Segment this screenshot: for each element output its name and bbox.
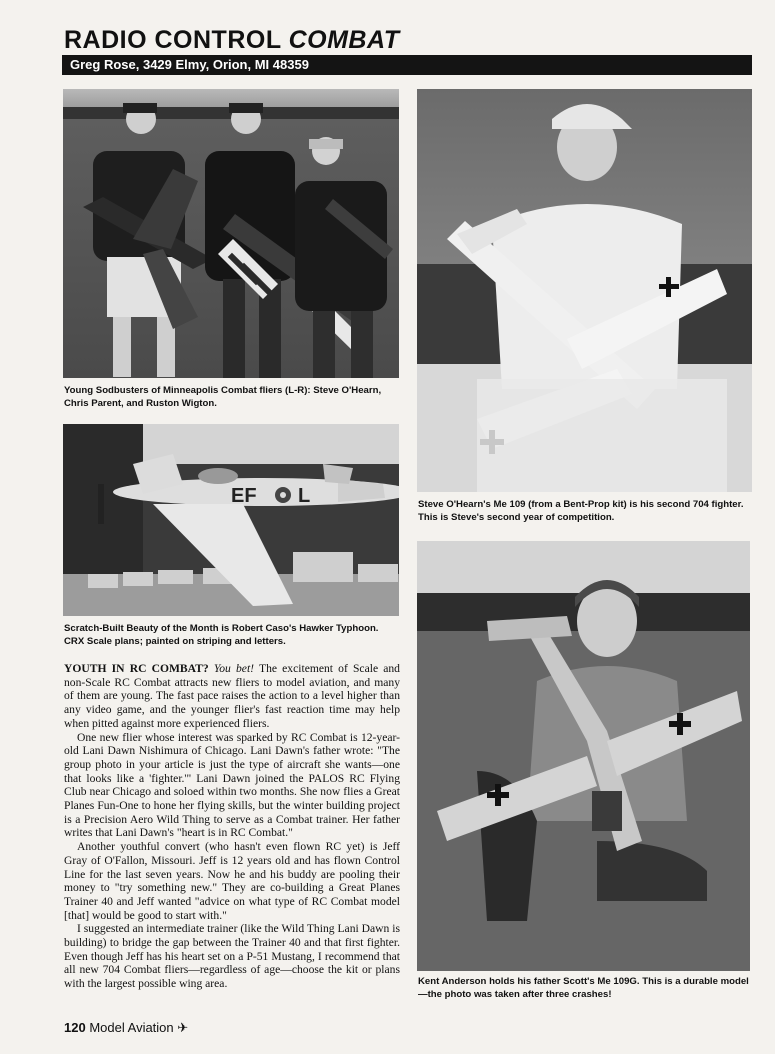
- svg-text:L: L: [298, 485, 311, 507]
- title-main: RADIO CONTROL: [64, 26, 282, 54]
- photo-kent-anderson: [417, 541, 750, 971]
- article-paragraph: Another youthful convert (who hasn't even flown RC yet) is Jeff Gray of O'Fallon, Missouri. Jeff is 12 years old and has flown Control Line for the last seven years. Now he and his buddy are pooling their money to "try something new." They are co-building a Great Planes Trainer 40 and Jeff wanted "advice on what type of RC Combat model [that] would be good to start with.": [64, 840, 400, 922]
- photo-caption: Scratch-Built Beauty of the Month is Robert Caso's Hawker Typhoon. CRX Scale plans; painted on striping and letters.: [64, 623, 379, 647]
- byline-bar: [62, 55, 752, 75]
- photo-kent-anderson-image: [417, 541, 750, 971]
- photo-group-fliers-image: [63, 89, 399, 378]
- page-footer: [64, 1020, 188, 1036]
- photo-hawker-typhoon-image: [63, 424, 399, 616]
- magazine-name: Model Aviation: [89, 1020, 174, 1035]
- lead-emphasis: You bet!: [213, 662, 255, 675]
- photo-caption: Steve O'Hearn's Me 109 (from a Bent-Prop kit) is his second 704 fighter. This is Steve's second year of competition.: [418, 499, 744, 523]
- article-body: [64, 662, 400, 991]
- photo-hawker-typhoon: [63, 424, 399, 616]
- title-emphasis: COMBAT: [288, 26, 400, 54]
- photo-caption: Young Sodbusters of Minneapolis Combat fliers (L-R): Steve O'Hearn, Chris Parent, and Ruston Wigton.: [64, 385, 382, 409]
- page-number: 120: [64, 1020, 86, 1035]
- photo-steve-me109: [417, 89, 752, 492]
- photo-steve-me109-image: [417, 89, 752, 492]
- photo-caption: Kent Anderson holds his father Scott's Me 109G. This is a durable model—the photo was taken after three crashes!: [418, 976, 749, 1000]
- paragraph-text: The excitement of Scale and non-Scale RC Combat attracts new fliers to model aviation, and many of them are young. The fast pace raises the action to a level higher than any video game, and the younger flier's fast reaction time may help when pitted against more experienced fliers.: [64, 662, 400, 730]
- photo-group-fliers: [63, 89, 399, 378]
- byline: Greg Rose, 3429 Elmy, Orion, MI 48359: [70, 57, 309, 72]
- lead-heading: YOUTH IN RC COMBAT?: [64, 662, 209, 675]
- page-title: [64, 26, 399, 55]
- airplane-icon: ✈: [177, 1020, 189, 1035]
- aircraft-letters: EF: [231, 485, 257, 507]
- article-paragraph: I suggested an intermediate trainer (like the Wild Thing Lani Dawn is building) to bridge the gap between the Trainer 40 and that first fighter. Even though Jeff has his heart set on a P-51 Mustang, I recommend that all new 704 Combat fliers—regardless of age—choose the kit or plans with the largest possible wing area.: [64, 922, 400, 991]
- article-paragraph: One new flier whose interest was sparked by RC Combat is 12-year-old Lani Dawn Nishimura of Chicago. Lani Dawn's father wrote: "The group photo in your article is just the type of aircraft she wants—one that looks like a 'fighter.'" Lani Dawn joined the PALOS RC Flying Club near Chicago and soloed within two months. She now flies a Great Planes Fun-One to hone her flying skills, but the winter building project is a Precision Aero Wild Thing to serve as a Combat trainer. Her father writes that Lani Dawn's "heart is in RC Combat.": [64, 730, 400, 840]
- article-paragraph: [64, 662, 400, 731]
